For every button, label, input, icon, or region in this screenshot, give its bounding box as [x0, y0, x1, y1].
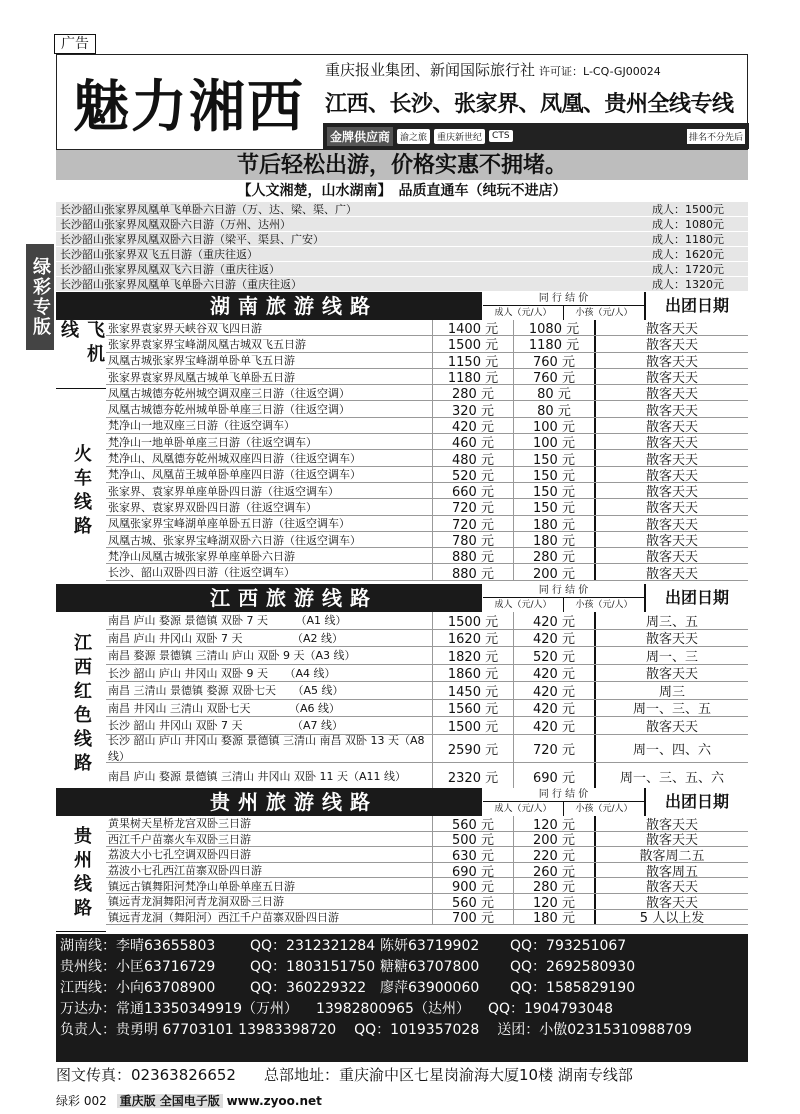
child-price: 180 元	[513, 910, 594, 925]
promo-price: 成人：1620元	[652, 248, 724, 261]
price-header-top: 同 行 结 价	[538, 293, 589, 304]
route-group-label: 贵州线路	[56, 816, 106, 932]
adult-price: 420 元	[432, 418, 513, 433]
child-price: 1180 元	[513, 336, 594, 351]
promo-row	[56, 262, 748, 277]
route-name: 梵净山一地双座三日游（往返空调车）	[108, 419, 295, 433]
child-price-header: 小孩（元/人）	[564, 801, 644, 816]
departure-date: 散客天天	[594, 353, 748, 368]
partner-strip	[323, 123, 749, 149]
route-name: 长沙 韶山 庐山 井冈山 婺源 景德镇 三清山 南昌 双卧 13 天（A8 线）	[108, 734, 425, 762]
route-name: 张家界、袁家界双卧四日游（往返空调车）	[108, 500, 317, 514]
departure-date: 周一、三	[594, 647, 748, 664]
route-name: 张家界袁家界凤凰古城单飞单卧五日游	[108, 370, 295, 384]
departure-date-header: 出团日期	[644, 788, 748, 816]
departure-date: 散客天天	[594, 532, 748, 547]
adult-price: 720 元	[432, 499, 513, 514]
section-header	[56, 292, 748, 320]
contact-line	[60, 957, 744, 978]
partner-logo: 重庆新世纪	[434, 129, 485, 144]
contact-item: 江西线：小向63708900	[60, 980, 216, 996]
child-price: 280 元	[513, 878, 594, 893]
adult-price: 700 元	[432, 910, 513, 925]
promo-price: 成人：1500元	[652, 203, 724, 216]
adult-price: 1560 元	[432, 700, 513, 717]
adult-price: 480 元	[432, 450, 513, 465]
contact-item: QQ：1019357028	[354, 1022, 480, 1038]
side-section-tag: 绿彩专版	[26, 244, 54, 350]
adult-price: 1820 元	[432, 647, 513, 664]
section-title: 湖南旅游线路	[210, 294, 378, 318]
contact-item: 廖萍63900060	[380, 980, 480, 996]
child-price: 420 元	[513, 665, 594, 682]
section-title: 贵州旅游线路	[210, 790, 378, 814]
group-column	[56, 816, 106, 932]
contact-item: QQ：793251067	[510, 938, 627, 954]
adult-price: 1500 元	[432, 717, 513, 734]
contact-line	[60, 936, 744, 957]
departure-date: 散客天天	[594, 816, 748, 831]
price-header-top: 同 行 结 价	[538, 585, 589, 596]
adult-price: 1180 元	[432, 369, 513, 384]
header-info	[323, 55, 749, 151]
departure-date-header: 出团日期	[644, 584, 748, 612]
child-price: 220 元	[513, 847, 594, 862]
adult-price: 630 元	[432, 847, 513, 862]
adult-price: 1400 元	[432, 320, 513, 335]
route-name: 梵净山一地单卧单座三日游（往返空调车）	[108, 435, 317, 449]
group-column	[56, 612, 106, 800]
departure-date: 周一、三、五	[594, 700, 748, 717]
promo-row	[56, 232, 748, 247]
departure-date: 散客天天	[594, 434, 748, 449]
child-price: 760 元	[513, 369, 594, 384]
contact-item: 负责人：贵勇明 67703101 13983398720	[60, 1022, 337, 1038]
child-price-header: 小孩（元/人）	[564, 597, 644, 612]
departure-date: 散客天天	[594, 717, 748, 734]
departure-date: 散客天天	[594, 320, 748, 335]
departure-date: 散客天天	[594, 548, 748, 563]
route-row	[106, 630, 748, 648]
promo-price: 成人：1720元	[652, 263, 724, 276]
child-price: 120 元	[513, 894, 594, 909]
departure-date: 散客天天	[594, 665, 748, 682]
departure-date: 散客天天	[594, 418, 748, 433]
contact-item: QQ：1803151750	[250, 959, 376, 975]
route-group-label: 飞机线	[56, 320, 106, 389]
address-bar	[56, 1064, 748, 1086]
child-price: 100 元	[513, 418, 594, 433]
child-price: 150 元	[513, 499, 594, 514]
adult-price: 2320 元	[432, 763, 513, 790]
child-price: 420 元	[513, 682, 594, 699]
departure-date: 散客天天	[594, 878, 748, 893]
section-body	[56, 612, 748, 800]
route-row	[106, 763, 748, 791]
promo-row	[56, 277, 748, 292]
route-row	[106, 665, 748, 683]
route-name: 镇远古镇舞阳河梵净山单卧单座五日游	[108, 879, 295, 893]
guizhou-section	[56, 788, 748, 932]
route-name: 凤凰古城、张家界宝峰湖双卧六日游（往返空调车）	[108, 533, 361, 547]
departure-date: 散客天天	[594, 630, 748, 647]
contact-item: 送团：小傲02315310988709	[497, 1022, 692, 1038]
child-price: 80 元	[513, 385, 594, 400]
contact-item: 湖南线：李晴63655803	[60, 938, 216, 954]
departure-date: 散客天天	[594, 450, 748, 465]
child-price: 420 元	[513, 717, 594, 734]
adult-price: 500 元	[432, 832, 513, 847]
route-name: 凤凰古城张家界宝峰湖单卧单飞五日游	[108, 354, 295, 368]
route-name: 梵净山凤凰古城张家界单座单卧六日游	[108, 549, 295, 563]
departure-date: 散客天天	[594, 894, 748, 909]
contact-item: 糖糖63707800	[380, 959, 480, 975]
route-name: 南昌 井冈山 三清山 双卧七天 （A6 线）	[108, 701, 341, 715]
route-name: 长沙 韶山 庐山 井冈山 双卧 9 天 （A4 线）	[108, 666, 336, 680]
departure-date: 散客天天	[594, 564, 748, 579]
price-header	[482, 292, 644, 320]
adult-price: 2590 元	[432, 735, 513, 762]
hq-address: 总部地址：重庆渝中区七星岗渝海大厦10楼 湖南专线部	[263, 1066, 633, 1084]
route-name: 凤凰张家界宝峰湖单座单卧五日游（往返空调车）	[108, 517, 350, 531]
company-line	[325, 59, 661, 80]
child-price: 720 元	[513, 735, 594, 762]
route-name: 南昌 婺源 景德镇 三清山 庐山 双卧 9 天（A3 线）	[108, 649, 356, 663]
adult-price: 560 元	[432, 894, 513, 909]
departure-date: 散客天天	[594, 467, 748, 482]
child-price: 690 元	[513, 763, 594, 790]
section-header	[56, 584, 748, 612]
child-price: 420 元	[513, 612, 594, 629]
jiangxi-section	[56, 584, 748, 800]
route-rows	[106, 816, 748, 932]
child-price: 120 元	[513, 816, 594, 831]
child-price: 150 元	[513, 467, 594, 482]
contact-panel	[56, 934, 748, 1062]
child-price: 420 元	[513, 630, 594, 647]
adult-price: 1860 元	[432, 665, 513, 682]
route-name: 黄果树天星桥龙宫双卧三日游	[108, 817, 251, 831]
departure-date: 散客天天	[594, 385, 748, 400]
adult-price: 880 元	[432, 548, 513, 563]
child-price: 180 元	[513, 516, 594, 531]
child-price: 420 元	[513, 700, 594, 717]
route-name: 凤凰古城德夯乾州城单卧单座三日游（往返空调）	[108, 403, 350, 417]
adult-price: 520 元	[432, 467, 513, 482]
route-row	[106, 564, 748, 580]
adult-price: 900 元	[432, 878, 513, 893]
route-name: 长沙、韶山双卧四日游（往返空调车）	[108, 566, 295, 580]
departure-date: 散客天天	[594, 369, 748, 384]
adult-price: 1620 元	[432, 630, 513, 647]
slogan: 节后轻松出游，价格实惠不拥堵。	[56, 150, 748, 180]
child-price: 260 元	[513, 863, 594, 878]
route-name: 南昌 庐山 井冈山 双卧 7 天 （A2 线）	[108, 631, 344, 645]
route-name: 南昌 庐山 婺源 景德镇 双卧 7 天 （A1 线）	[108, 614, 347, 628]
route-row	[106, 717, 748, 735]
child-price: 180 元	[513, 532, 594, 547]
route-name: 荔波小七孔西江苗寨双卧四日游	[108, 864, 262, 878]
section-title: 江西旅游线路	[210, 586, 378, 610]
child-price: 760 元	[513, 353, 594, 368]
promo-row	[56, 202, 748, 217]
route-row	[106, 647, 748, 665]
adult-price: 320 元	[432, 401, 513, 416]
promo-route-name: 长沙韶山张家界凤凰单飞单卧六日游（万、达、梁、渠、广）	[60, 203, 357, 216]
ad-label: 广告	[54, 34, 96, 54]
contact-item: QQ：2692580930	[510, 959, 636, 975]
departure-date: 散客天天	[594, 401, 748, 416]
departure-date: 散客天天	[594, 832, 748, 847]
company-name: 重庆报业集团、新闻国际旅行社	[325, 61, 536, 79]
ad-header	[56, 54, 748, 150]
promo-price: 成人：1180元	[652, 233, 724, 246]
departure-date-header: 出团日期	[644, 292, 748, 320]
route-group-label: 江西红色线路	[56, 612, 106, 800]
adult-price-header: 成人（元/人）	[483, 801, 564, 816]
adult-price: 880 元	[432, 564, 513, 579]
child-price: 280 元	[513, 548, 594, 563]
departure-date: 5 人以上发	[594, 910, 748, 925]
route-name: 凤凰古城德夯乾州城空调双座三日游（往返空调）	[108, 386, 350, 400]
adult-price: 660 元	[432, 483, 513, 498]
departure-date: 散客周二五	[594, 847, 748, 862]
price-header	[482, 584, 644, 612]
promo-list	[56, 202, 748, 292]
departure-date: 散客周五	[594, 863, 748, 878]
promo-row	[56, 217, 748, 232]
promo-price: 成人：1320元	[652, 278, 724, 291]
child-price: 150 元	[513, 450, 594, 465]
group-column	[56, 320, 106, 597]
contact-item: 13982800965（达州）	[315, 1001, 470, 1017]
route-name: 南昌 三清山 景德镇 婺源 双卧七天 （A5 线）	[108, 684, 344, 698]
gold-supplier-label: 金牌供应商	[327, 127, 393, 146]
adult-price: 560 元	[432, 816, 513, 831]
route-name: 镇远青龙洞（舞阳河）西江千户苗寨双卧四日游	[108, 910, 339, 924]
child-price: 100 元	[513, 434, 594, 449]
section-body	[56, 320, 748, 597]
adult-price: 1150 元	[432, 353, 513, 368]
section-header	[56, 788, 748, 816]
page-number: 绿彩 002	[56, 1094, 107, 1108]
route-row	[106, 682, 748, 700]
ranking-note: 排名不分先后	[687, 129, 745, 144]
route-row	[106, 700, 748, 718]
promo-price: 成人：1080元	[652, 218, 724, 231]
route-name: 张家界袁家界天峡谷双飞四日游	[108, 321, 262, 335]
partner-logo: CTS	[489, 130, 513, 142]
route-rows	[106, 612, 748, 800]
route-name: 张家界、袁家界单座单卧四日游（往返空调车）	[108, 484, 339, 498]
adult-price: 280 元	[432, 385, 513, 400]
child-price-header: 小孩（元/人）	[564, 305, 644, 320]
route-rows	[106, 320, 748, 597]
route-row	[106, 612, 748, 630]
promo-route-name: 长沙韶山张家界双飞五日游（重庆往返）	[60, 248, 258, 261]
departure-date: 散客天天	[594, 499, 748, 514]
child-price: 200 元	[513, 832, 594, 847]
promo-route-name: 长沙韶山张家界凤凰双卧六日游（梁平、渠县、广安）	[60, 233, 324, 246]
route-name: 长沙 韶山 井冈山 双卧 7 天 （A7 线）	[108, 719, 344, 733]
hunan-section	[56, 292, 748, 597]
price-header-top: 同 行 结 价	[538, 789, 589, 800]
route-name: 荔波大小七孔空调双卧四日游	[108, 848, 251, 862]
child-price: 80 元	[513, 401, 594, 416]
route-group-label: 火车线路	[56, 389, 106, 597]
route-name: 张家界袁家界宝峰湖凤凰古城双飞五日游	[108, 337, 306, 351]
fax-number: 图文传真：02363826652	[56, 1066, 236, 1084]
promo-route-name: 长沙韶山张家界凤凰单飞单卧六日游（重庆往返）	[60, 278, 302, 291]
departure-date: 周一、三、五、六	[594, 763, 748, 790]
child-price: 200 元	[513, 564, 594, 579]
adult-price: 1450 元	[432, 682, 513, 699]
child-price: 1080 元	[513, 320, 594, 335]
departure-date: 周一、四、六	[594, 735, 748, 762]
route-row	[106, 910, 748, 926]
departure-date: 散客天天	[594, 483, 748, 498]
contact-item: 陈妍63719902	[380, 938, 480, 954]
route-name: 梵净山、凤凰德夯乾州城双座四日游（往返空调车）	[108, 452, 361, 466]
route-name: 镇远青龙洞舞阳河青龙洞双卧三日游	[108, 895, 284, 909]
adult-price-header: 成人（元/人）	[483, 305, 564, 320]
departure-date: 周三	[594, 682, 748, 699]
promo-route-name: 长沙韶山张家界凤凰双飞六日游（重庆往返）	[60, 263, 280, 276]
adult-price: 460 元	[432, 434, 513, 449]
child-price: 520 元	[513, 647, 594, 664]
edition-label: 重庆版 全国电子版	[117, 1094, 223, 1108]
page-footer	[56, 1092, 322, 1109]
contact-item: QQ：2312321284	[250, 938, 376, 954]
contact-line	[60, 1020, 744, 1041]
contact-item: QQ：360229322	[250, 980, 367, 996]
route-name: 南昌 庐山 婺源 景德镇 三清山 井冈山 双卧 11 天（A11 线）	[108, 770, 406, 783]
contact-item: QQ：1904793048	[487, 1001, 614, 1017]
sub-slogan: 【人文湘楚，山水湖南】 品质直通车（纯玩不进店）	[237, 183, 567, 199]
contact-line	[60, 999, 744, 1020]
routes-headline: 江西、长沙、张家界、凤凰、贵州全线专线	[325, 92, 734, 117]
route-name: 西江千户苗寨火车双卧三日游	[108, 832, 251, 846]
license-number: 许可证：L-CQ-GJ00024	[539, 65, 661, 78]
contact-item: 贵州线：小匡63716729	[60, 959, 216, 975]
departure-date: 散客天天	[594, 516, 748, 531]
promo-route-name: 长沙韶山张家界凤凰双卧六日游（万州、达州）	[60, 218, 291, 231]
contact-item: 万达办：常通13350349919（万州）	[60, 1001, 298, 1017]
adult-price: 690 元	[432, 863, 513, 878]
brand-title: 魅力湘西	[73, 74, 305, 140]
adult-price: 720 元	[432, 516, 513, 531]
route-name: 梵净山、凤凰苗王城单卧单座四日游（往返空调车）	[108, 468, 361, 482]
route-row	[106, 735, 748, 763]
section-body	[56, 816, 748, 932]
departure-date: 散客天天	[594, 336, 748, 351]
contact-line	[60, 978, 744, 999]
adult-price: 1500 元	[432, 612, 513, 629]
contact-item: QQ：1585829190	[510, 980, 636, 996]
website-link[interactable]: www.zyoo.net	[226, 1094, 322, 1108]
adult-price: 1500 元	[432, 336, 513, 351]
price-header-columns	[483, 597, 644, 612]
price-header	[482, 788, 644, 816]
adult-price: 780 元	[432, 532, 513, 547]
promo-row	[56, 247, 748, 262]
departure-date: 周三、五	[594, 612, 748, 629]
partner-logo: 渝之旅	[397, 129, 430, 144]
child-price: 150 元	[513, 483, 594, 498]
adult-price-header: 成人（元/人）	[483, 597, 564, 612]
